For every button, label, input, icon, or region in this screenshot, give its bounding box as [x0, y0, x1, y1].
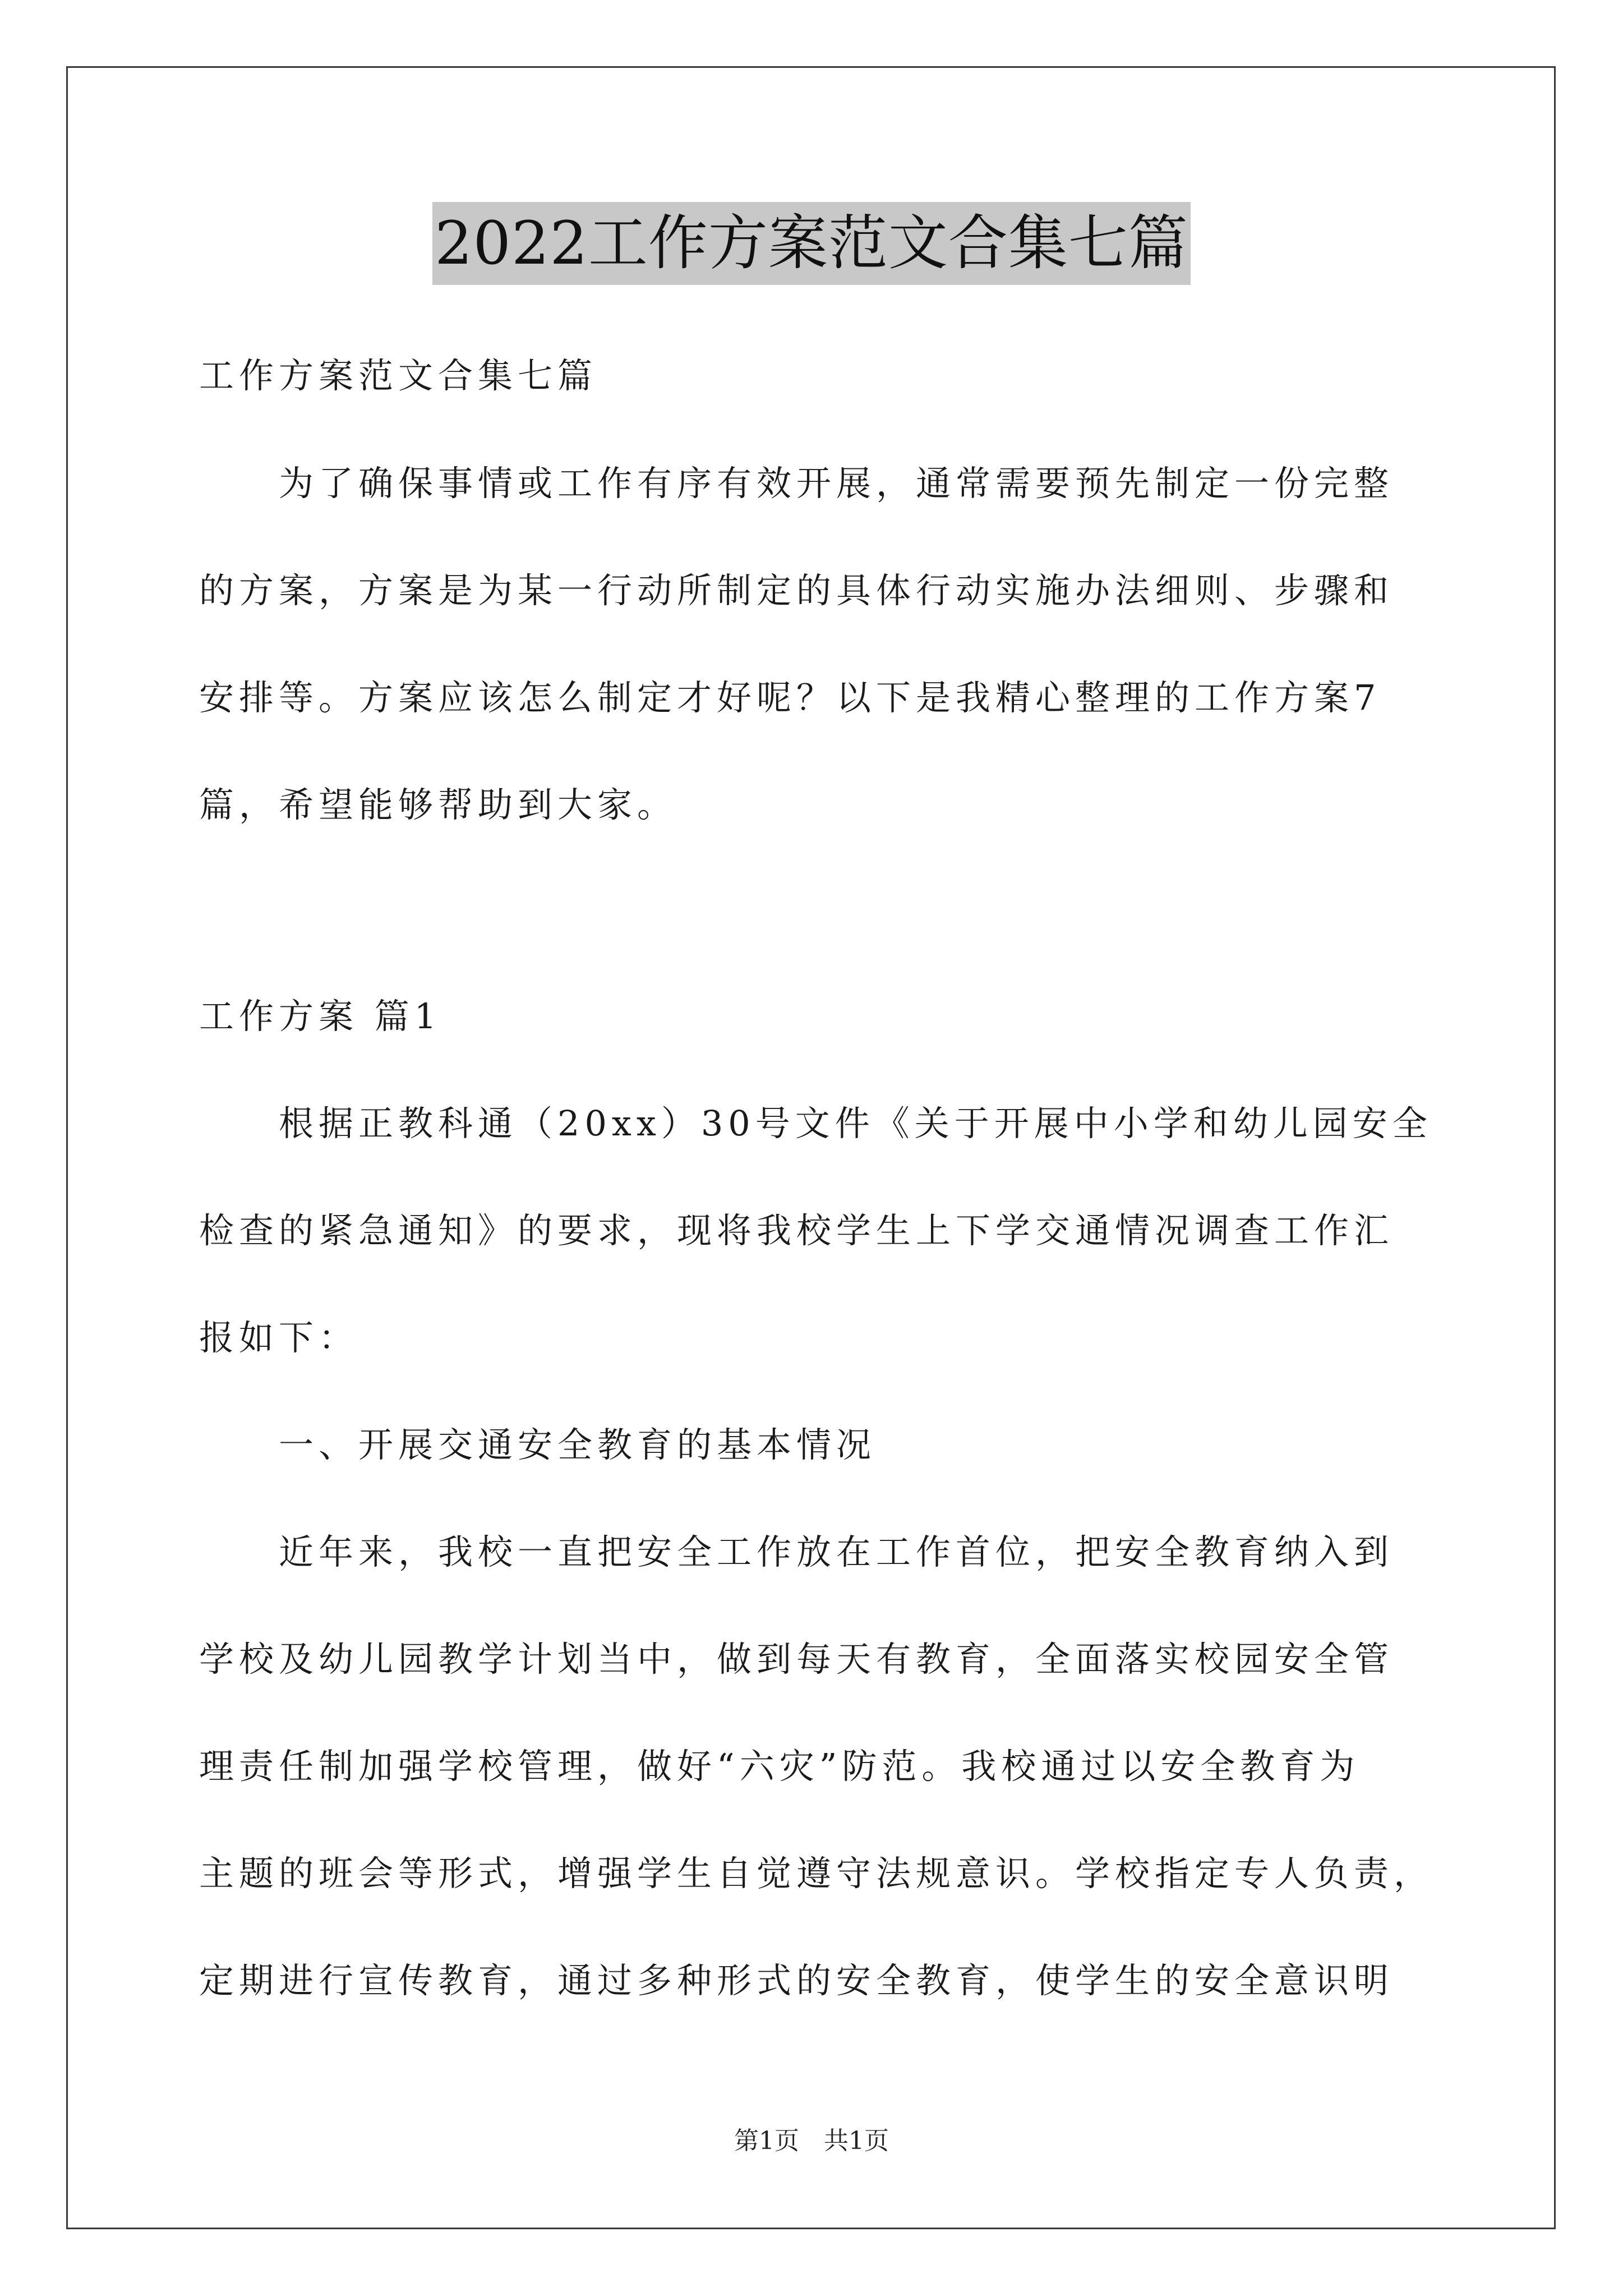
paragraph-line: 主题的班会等形式，增强学生自觉遵守法规意识。学校指定专人负责， [199, 1853, 1434, 1894]
paragraph-line: 学校及幼儿园教学计划当中，做到每天有教育，全面落实校园安全管 [199, 1639, 1394, 1680]
title-container [0, 202, 1623, 285]
paragraph-line: 理责任制加强学校管理，做好“六灾”防范。我校通过以安全教育为 [199, 1746, 1360, 1787]
intro-heading: 工作方案范文合集七篇 [199, 355, 598, 396]
paragraph-line: 为了确保事情或工作有序有效开展，通常需要预先制定一份完整 [199, 463, 1394, 504]
paragraph-line: 近年来，我校一直把安全工作放在工作首位，把安全教育纳入到 [199, 1531, 1394, 1572]
document-title: 2022工作方案范文合集七篇 [432, 202, 1191, 285]
paragraph-line: 定期进行宣传教育，通过多种形式的安全教育，使学生的安全意识明 [199, 1960, 1394, 2001]
paragraph-line: 的方案，方案是为某一行动所制定的具体行动实施办法细则、步骤和 [199, 570, 1394, 611]
section-heading: 工作方案 篇1 [199, 996, 442, 1037]
paragraph-line: 根据正教科通（20xx）30号文件《关于开展中小学和幼儿园安全 [199, 1103, 1432, 1144]
paragraph-line: 检查的紧急通知》的要求，现将我校学生上下学交通情况调查工作汇 [199, 1210, 1394, 1251]
paragraph-line: 篇，希望能够帮助到大家。 [199, 784, 677, 825]
page-footer: 第1页 共1页 [734, 2127, 889, 2155]
subsection-heading: 一、开展交通安全教育的基本情况 [199, 1424, 877, 1465]
paragraph-line: 报如下： [199, 1317, 359, 1358]
paragraph-line: 安排等。方案应该怎么制定才好呢？以下是我精心整理的工作方案7 [199, 677, 1381, 718]
